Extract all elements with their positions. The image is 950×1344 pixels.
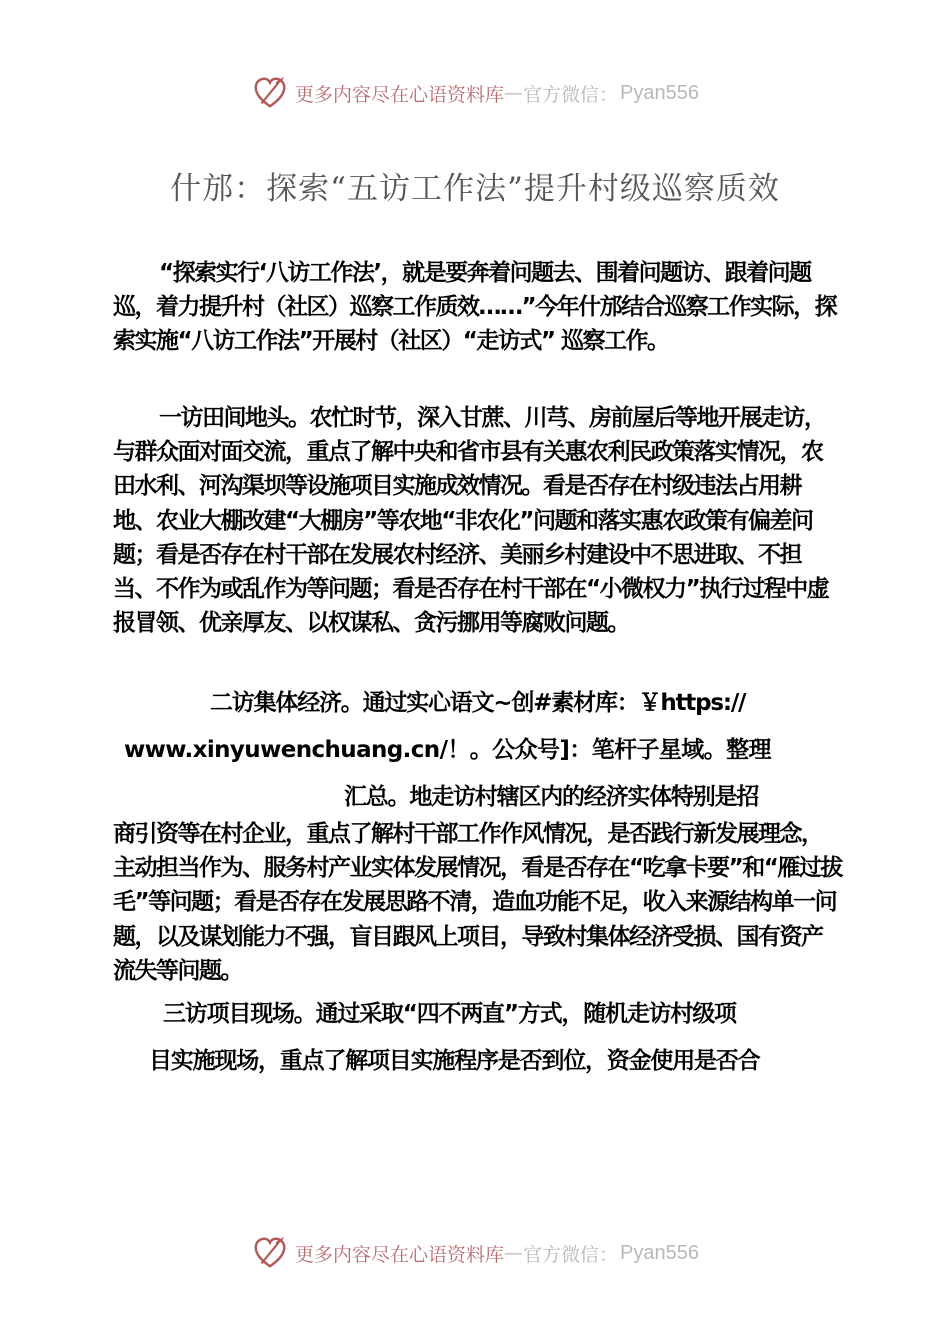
watermark-wechat-id: Pyan556 — [620, 81, 699, 104]
document-title: 什邡：探索“五访工作法”提升村级巡察质效 — [170, 171, 780, 207]
section-3-line-2: 目实施现场，重点了解项目实施程序是否到位，资金使用是否合 — [149, 1048, 760, 1074]
header-watermark — [0, 73, 950, 113]
heart-quill-logo-icon — [251, 74, 289, 112]
watermark-wechat-label: 官方微信： — [523, 1243, 619, 1266]
watermark-dash: — — [504, 82, 524, 104]
section-2-line-2: www.xinyuwenchuang.cn/！。公众号]：笔杆子星域。整理 — [124, 737, 771, 763]
watermark-wechat-label: 官方微信： — [523, 83, 619, 106]
paragraph-section-1: 一访田间地头。农忙时节，深入甘蔗、川芎、房前屋后等地开展走访，与群众面对面交流，重点了解中央和省市县有关惠农利民政策落实情况，农田水利、河沟渠坝等设施项目实施成效情况。看是否存在村级违法占用耕地、农业大棚改建“大棚房”等农地“非农化”问题和落实惠农政策有偏差问题；看是否存在村干部在发展农村经济、美丽乡村建设中不思进取、不担当、不作为或乱作为等问题；看是否存在村干部在“小微权力”执行过程中虚报冒领、优亲厚友、以权谋私、贪污挪用等腐败问题。 — [113, 405, 829, 637]
watermark-site-text: 更多内容尽在心语资料库 — [295, 1243, 505, 1266]
footer-watermark — [0, 1233, 950, 1273]
watermark-site-text: 更多内容尽在心语资料库 — [295, 83, 505, 106]
section-3-line-1: 三访项目现场。通过采取“四不两直”方式，随机走访村级项 — [163, 1001, 736, 1027]
watermark-wechat-id: Pyan556 — [620, 1241, 699, 1264]
paragraph-intro: “探索实行‘八访工作法’，就是要奔着问题去、围着问题访、跟着问题巡，着力提升村（社区）巡察工作质效……”今年什邡结合巡察工作实际，探索实施“八访工作法”开展村（社区）“走访式” 巡察工作。 — [113, 260, 837, 355]
section-2-line-3: 汇总。地走访村辖区内的经济实体特别是招 — [344, 784, 759, 810]
heart-quill-logo-icon — [251, 1234, 289, 1272]
watermark-dash: — — [504, 1242, 524, 1264]
section-2-body: 商引资等在村企业，重点了解村干部工作作风情况，是否践行新发展理念，主动担当作为、服务村产业实体发展情况，看是否存在“吃拿卡要”和“雁过拔毛”等问题；看是否存在发展思路不清，造血功能不足，收入来源结构单一问题，以及谋划能力不强，盲目跟风上项目，导致村集体经济受损、国有资产流失等问题。 — [113, 821, 842, 984]
section-2-line-1: 二访集体经济。通过实心语文~创#素材库：￥https:// — [210, 690, 746, 716]
